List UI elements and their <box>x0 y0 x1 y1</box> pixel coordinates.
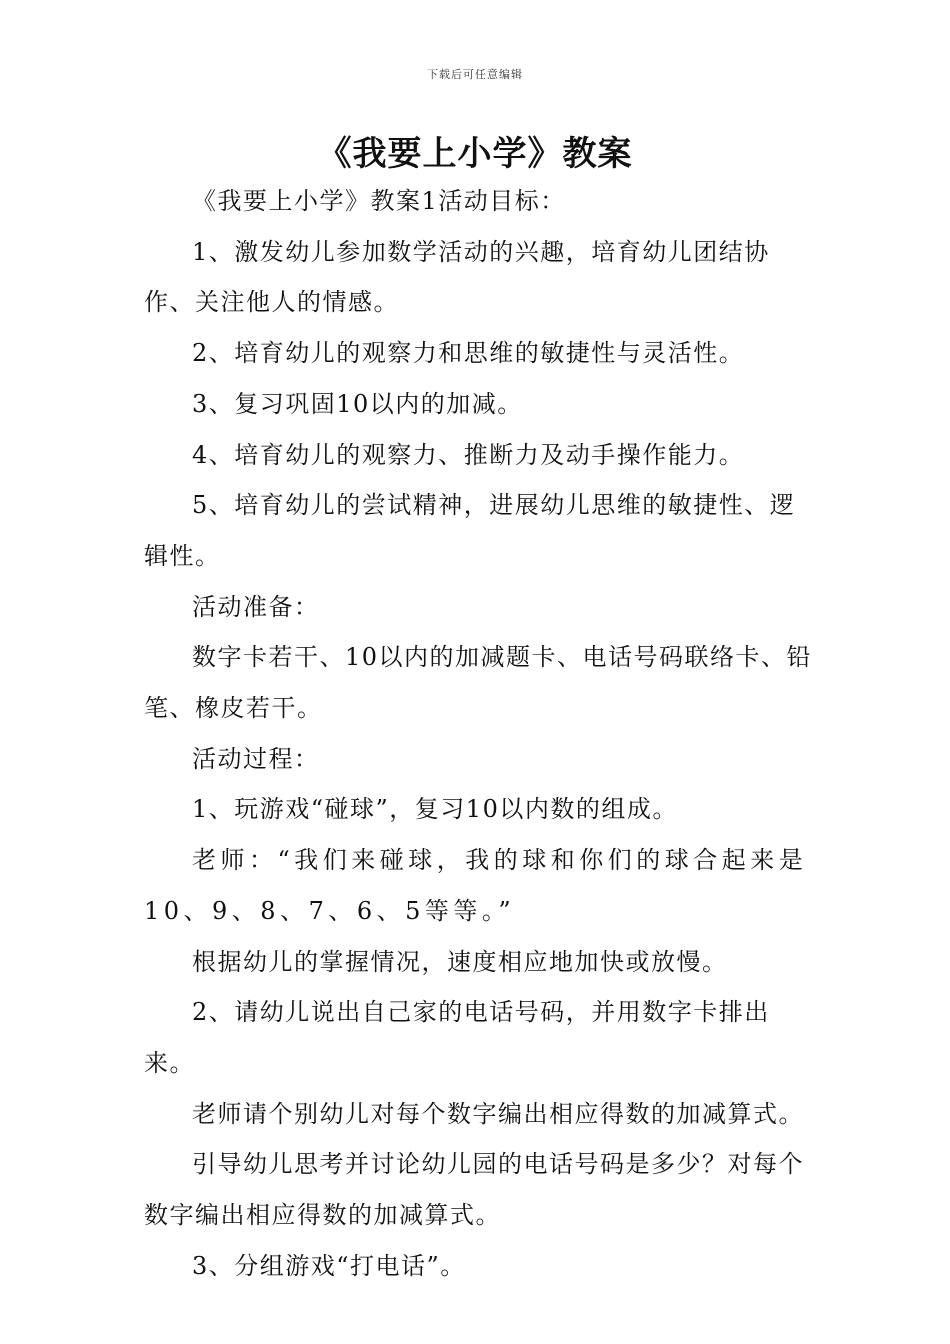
paragraph-process-heading: 活动过程： <box>192 744 320 773</box>
paragraph-discussion: 引导幼儿思考并讨论幼儿园的电话号码是多少？对每个数字编出相应得数的加减算式。 <box>144 1150 804 1230</box>
paragraph-goal-5: 5、培育幼儿的尝试精神，进展幼儿思维的敏捷性、逻辑性。 <box>144 491 796 570</box>
paragraph-goal-2: 2、培育幼儿的观察力和思维的敏捷性与灵活性。 <box>192 339 745 368</box>
paragraph-goal-3: 3、复习巩固10以内的加减。 <box>192 389 523 418</box>
paragraph-step-1: 1、玩游戏“碰球”，复习10以内数的组成。 <box>192 795 678 824</box>
paragraph-teacher-task: 老师请个别幼儿对每个数字编出相应得数的加减算式。 <box>192 1099 804 1128</box>
paragraph-intro: 《我要上小学》教案1活动目标： <box>192 187 566 215</box>
paragraph-step-3: 3、分组游戏“打电话”。 <box>192 1251 466 1280</box>
paragraph-goal-1: 1、激发幼儿参加数学活动的兴趣，培育幼儿团结协作、关注他人的情感。 <box>144 237 770 317</box>
header-note: 下载后可任意编辑 <box>427 68 523 81</box>
paragraph-teacher-quote: 老师：“我们来碰球，我的球和你们的球合起来是10、9、8、7、6、5等等。” <box>144 846 808 925</box>
document-body <box>144 176 816 1291</box>
paragraph-step-2: 2、请幼儿说出自己家的电话号码，并用数字卡排出来。 <box>144 998 770 1077</box>
paragraph-goal-4: 4、培育幼儿的观察力、推断力及动手操作能力。 <box>192 440 745 469</box>
document-title: 《我要上小学》教案 <box>317 134 633 174</box>
paragraph-preparation: 数字卡若干、10以内的加减题卡、电话号码联络卡、铅笔、橡皮若干。 <box>144 643 813 723</box>
paragraph-preparation-heading: 活动准备： <box>192 592 320 621</box>
paragraph-speed-note: 根据幼儿的掌握情况，速度相应地加快或放慢。 <box>192 947 728 976</box>
